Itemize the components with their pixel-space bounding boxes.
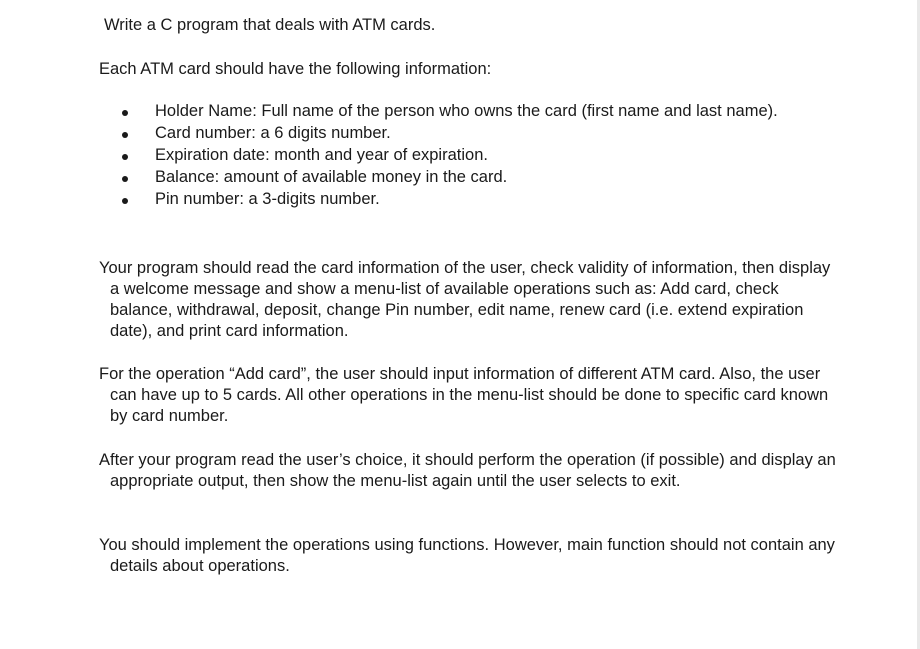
list-item xyxy=(155,145,815,166)
list-item xyxy=(155,123,815,144)
intro-text: Write a C program that deals with ATM cards. xyxy=(104,16,436,34)
list-item-text: Holder Name: Full name of the person who owns the card (first name and last name). xyxy=(155,102,778,120)
bullet-icon xyxy=(122,154,128,160)
card-info-list xyxy=(155,101,815,211)
paragraph-functions: You should implement the operations using functions. However, main function should not contain any details about operations. xyxy=(99,536,835,575)
list-item-text: Card number: a 6 digits number. xyxy=(155,124,391,142)
list-item xyxy=(155,167,815,188)
list-item-text: Balance: amount of available money in the card. xyxy=(155,168,508,186)
list-item-text: Expiration date: month and year of expiration. xyxy=(155,146,488,164)
bullet-icon xyxy=(122,198,128,204)
list-item xyxy=(155,101,815,122)
paragraph-add-card: For the operation “Add card”, the user should input information of different ATM card. Also, the user can have up to 5 cards. All other operations in the menu-list should be done to specific card known by card number. xyxy=(99,365,829,425)
info-lead-text: Each ATM card should have the following information: xyxy=(99,60,492,78)
paragraph-program-flow: Your program should read the card information of the user, check validity of information, then display a welcome message and show a menu-list of available operations such as: Add card, check balance, withdrawal, deposit, change Pin number, edit name, renew card (i.e. extend expiration date), and print card information. xyxy=(99,259,831,340)
bullet-icon xyxy=(122,110,128,116)
list-item-text: Pin number: a 3-digits number. xyxy=(155,190,380,208)
bullet-icon xyxy=(122,132,128,138)
paragraph-user-choice: After your program read the user’s choice, it should perform the operation (if possible) and display an appropriate output, then show the menu-list again until the user selects to exit. xyxy=(99,451,836,490)
list-item xyxy=(155,189,815,210)
bullet-icon xyxy=(122,176,128,182)
